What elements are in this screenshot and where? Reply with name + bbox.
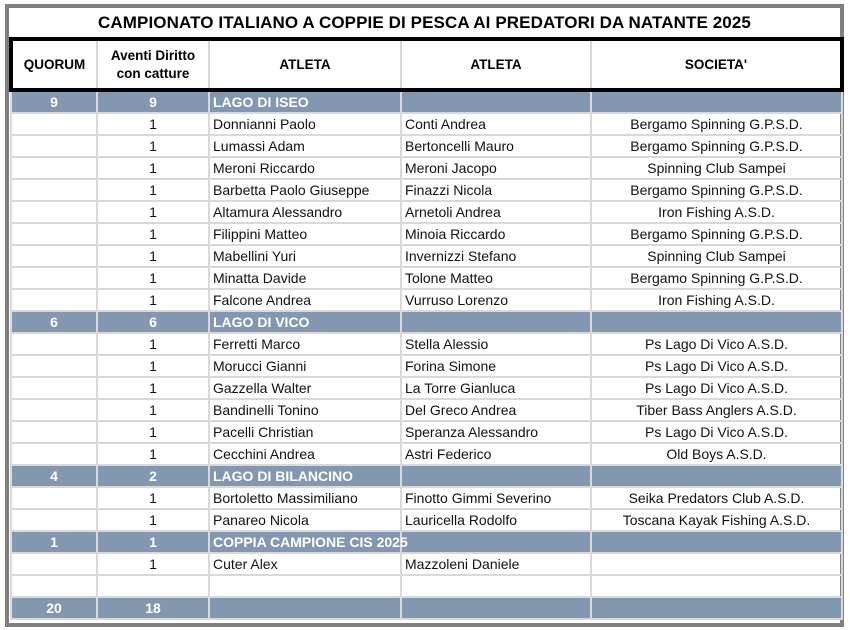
atleta2-cell: Arnetoli Andrea	[401, 201, 591, 223]
total-quorum: 20	[11, 597, 97, 619]
aventi-cell: 1	[97, 289, 209, 311]
atleta2-cell: Del Greco Andrea	[401, 399, 591, 421]
table-row	[11, 179, 842, 201]
quorum-cell	[11, 113, 97, 135]
aventi-cell: 1	[97, 267, 209, 289]
atleta1-cell: Lumassi Adam	[209, 135, 401, 157]
total-aventi: 18	[97, 597, 209, 619]
group-aventi: 6	[97, 311, 209, 333]
aventi-cell: 1	[97, 157, 209, 179]
quorum-cell	[11, 355, 97, 377]
quorum-cell	[11, 245, 97, 267]
group-name: LAGO DI ISEO	[209, 90, 401, 113]
empty-cell	[209, 575, 401, 597]
atleta1-cell: Meroni Riccardo	[209, 157, 401, 179]
societa-cell: Ps Lago Di Vico A.S.D.	[591, 355, 842, 377]
societa-cell: Iron Fishing A.S.D.	[591, 289, 842, 311]
blank-row	[11, 575, 842, 597]
atleta2-cell: Astri Federico	[401, 443, 591, 465]
atleta2-cell: Conti Andrea	[401, 113, 591, 135]
societa-cell: Spinning Club Sampei	[591, 157, 842, 179]
group-empty-cell	[591, 531, 842, 553]
atleta1-cell: Pacelli Christian	[209, 421, 401, 443]
table-row	[11, 135, 842, 157]
quorum-cell	[11, 223, 97, 245]
group-empty-cell	[401, 311, 591, 333]
societa-cell: Ps Lago Di Vico A.S.D.	[591, 377, 842, 399]
atleta1-cell: Bandinelli Tonino	[209, 399, 401, 421]
atleta1-cell: Gazzella Walter	[209, 377, 401, 399]
group-empty-cell	[401, 531, 591, 553]
quorum-cell	[11, 135, 97, 157]
quorum-cell	[11, 509, 97, 531]
atleta1-cell: Cuter Alex	[209, 553, 401, 575]
quorum-cell	[11, 333, 97, 355]
atleta2-cell: Vurruso Lorenzo	[401, 289, 591, 311]
group-row-coppia-campione	[11, 531, 842, 553]
aventi-cell: 1	[97, 443, 209, 465]
group-name: LAGO DI BILANCINO	[209, 465, 401, 487]
atleta1-cell: Bortoletto Massimiliano	[209, 487, 401, 509]
group-quorum: 4	[11, 465, 97, 487]
empty-cell	[591, 575, 842, 597]
atleta2-cell: Minoia Riccardo	[401, 223, 591, 245]
empty-cell	[591, 597, 842, 619]
atleta1-cell: Filippini Matteo	[209, 223, 401, 245]
header-quorum: QUORUM	[11, 39, 97, 90]
atleta1-cell: Falcone Andrea	[209, 289, 401, 311]
group-aventi: 1	[97, 531, 209, 553]
atleta1-cell: Donnianni Paolo	[209, 113, 401, 135]
quorum-cell	[11, 421, 97, 443]
totals-row	[11, 597, 842, 619]
societa-cell: Bergamo Spinning G.P.S.D.	[591, 113, 842, 135]
quorum-cell	[11, 289, 97, 311]
table-row	[11, 157, 842, 179]
table-row	[11, 223, 842, 245]
empty-cell	[401, 597, 591, 619]
table-row	[11, 377, 842, 399]
atleta2-cell: Forina Simone	[401, 355, 591, 377]
atleta2-cell: Meroni Jacopo	[401, 157, 591, 179]
group-row-lago-di-iseo	[11, 90, 842, 113]
atleta2-cell: Tolone Matteo	[401, 267, 591, 289]
header-aventi-diritto	[97, 39, 209, 90]
group-row-lago-di-bilancino	[11, 465, 842, 487]
atleta2-cell: Finotto Gimmi Severino	[401, 487, 591, 509]
aventi-cell: 1	[97, 223, 209, 245]
header-row	[11, 39, 842, 90]
quorum-cell	[11, 377, 97, 399]
societa-cell: Ps Lago Di Vico A.S.D.	[591, 333, 842, 355]
group-aventi: 9	[97, 90, 209, 113]
table-row	[11, 113, 842, 135]
aventi-cell: 1	[97, 201, 209, 223]
atleta1-cell: Ferretti Marco	[209, 333, 401, 355]
group-name: LAGO DI VICO	[209, 311, 401, 333]
atleta2-cell: Mazzoleni Daniele	[401, 553, 591, 575]
quorum-cell	[11, 179, 97, 201]
participants-table	[9, 37, 844, 620]
aventi-cell: 1	[97, 553, 209, 575]
atleta1-cell: Barbetta Paolo Giuseppe	[209, 179, 401, 201]
societa-cell: Toscana Kayak Fishing A.S.D.	[591, 509, 842, 531]
societa-cell: Ps Lago Di Vico A.S.D.	[591, 421, 842, 443]
table-row	[11, 399, 842, 421]
group-empty-cell	[591, 311, 842, 333]
group-aventi: 2	[97, 465, 209, 487]
societa-cell: Seika Predators Club A.S.D.	[591, 487, 842, 509]
table-row	[11, 421, 842, 443]
group-name: COPPIA CAMPIONE CIS 2025	[209, 531, 401, 553]
aventi-cell: 1	[97, 135, 209, 157]
table-row	[11, 201, 842, 223]
aventi-cell: 1	[97, 421, 209, 443]
societa-cell: Bergamo Spinning G.P.S.D.	[591, 135, 842, 157]
table-row	[11, 289, 842, 311]
quorum-cell	[11, 157, 97, 179]
group-empty-cell	[591, 465, 842, 487]
table-row	[11, 509, 842, 531]
atleta2-cell: Speranza Alessandro	[401, 421, 591, 443]
quorum-cell	[11, 399, 97, 421]
atleta2-cell: Stella Alessio	[401, 333, 591, 355]
table-row	[11, 245, 842, 267]
societa-cell: Old Boys A.S.D.	[591, 443, 842, 465]
aventi-cell: 1	[97, 113, 209, 135]
header-atleta-1: ATLETA	[209, 39, 401, 90]
empty-cell	[97, 575, 209, 597]
group-empty-cell	[401, 90, 591, 113]
header-atleta-2: ATLETA	[401, 39, 591, 90]
atleta2-cell: Invernizzi Stefano	[401, 245, 591, 267]
table-row	[11, 553, 842, 575]
atleta1-cell: Altamura Alessandro	[209, 201, 401, 223]
atleta2-cell: Bertoncelli Mauro	[401, 135, 591, 157]
quorum-cell	[11, 553, 97, 575]
atleta2-cell: Finazzi Nicola	[401, 179, 591, 201]
aventi-cell: 1	[97, 355, 209, 377]
atleta1-cell: Cecchini Andrea	[209, 443, 401, 465]
atleta1-cell: Panareo Nicola	[209, 509, 401, 531]
table-body	[11, 90, 842, 619]
quorum-cell	[11, 443, 97, 465]
table-row	[11, 487, 842, 509]
quorum-cell	[11, 267, 97, 289]
atleta2-cell: Lauricella Rodolfo	[401, 509, 591, 531]
atleta1-cell: Morucci Gianni	[209, 355, 401, 377]
empty-cell	[401, 575, 591, 597]
group-quorum: 6	[11, 311, 97, 333]
quorum-cell	[11, 201, 97, 223]
societa-cell: Bergamo Spinning G.P.S.D.	[591, 223, 842, 245]
group-empty-cell	[401, 465, 591, 487]
group-quorum: 1	[11, 531, 97, 553]
table-row	[11, 333, 842, 355]
header-aventi-line2: con catture	[116, 65, 190, 81]
table-row	[11, 355, 842, 377]
societa-cell: Iron Fishing A.S.D.	[591, 201, 842, 223]
group-quorum: 9	[11, 90, 97, 113]
societa-cell: Bergamo Spinning G.P.S.D.	[591, 267, 842, 289]
header-societa: SOCIETA'	[591, 39, 842, 90]
aventi-cell: 1	[97, 245, 209, 267]
atleta2-cell: La Torre Gianluca	[401, 377, 591, 399]
aventi-cell: 1	[97, 377, 209, 399]
atleta1-cell: Mabellini Yuri	[209, 245, 401, 267]
aventi-cell: 1	[97, 333, 209, 355]
aventi-cell: 1	[97, 487, 209, 509]
spreadsheet-frame	[5, 4, 844, 627]
aventi-cell: 1	[97, 509, 209, 531]
header-aventi-line1: Aventi Diritto	[110, 47, 196, 63]
atleta1-cell: Minatta Davide	[209, 267, 401, 289]
group-row-lago-di-vico	[11, 311, 842, 333]
sheet-title: CAMPIONATO ITALIANO A COPPIE DI PESCA AI PREDATORI DA NATANTE 2025	[98, 13, 751, 32]
table-row	[11, 443, 842, 465]
societa-cell	[591, 553, 842, 575]
societa-cell: Spinning Club Sampei	[591, 245, 842, 267]
quorum-cell	[11, 487, 97, 509]
empty-cell	[209, 597, 401, 619]
aventi-cell: 1	[97, 399, 209, 421]
societa-cell: Tiber Bass Anglers A.S.D.	[591, 399, 842, 421]
empty-cell	[11, 575, 97, 597]
group-empty-cell	[591, 90, 842, 113]
societa-cell: Bergamo Spinning G.P.S.D.	[591, 179, 842, 201]
aventi-cell: 1	[97, 179, 209, 201]
table-row	[11, 267, 842, 289]
